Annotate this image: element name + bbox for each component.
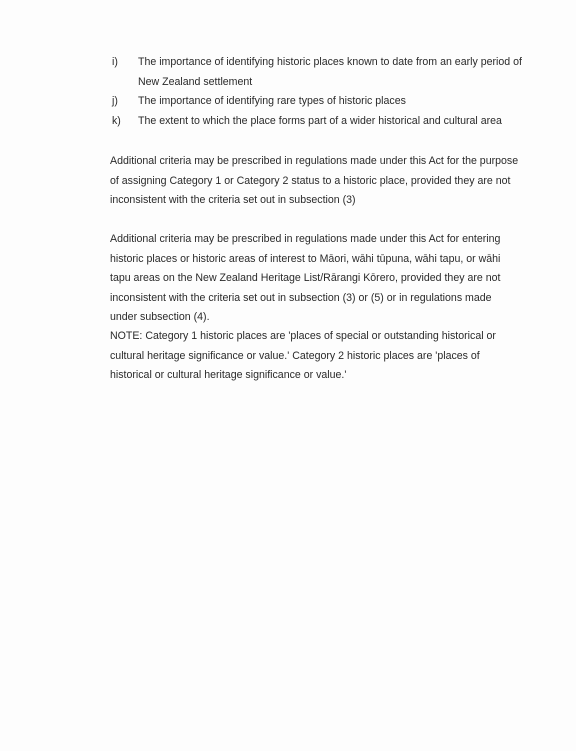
list-item-text: The importance of identifying rare types of historic places	[138, 95, 406, 107]
paragraph-note: NOTE: Category 1 historic places are 'places of special or outstanding historical or cultural heritage significance or value.' Category 2 historic places are 'places of historical or cultural heritage significance or value.'	[110, 330, 496, 381]
paragraph-maori-criteria: Additional criteria may be prescribed in regulations made under this Act for entering historic places or historic areas of interest to Māori, wāhi tūpuna, wāhi tapu, or wāhi tapu areas on the New Zealand Heritage List/Rārangi Kōrero, provided they are not inconsistent with the criteria set out in subsection (3) or (5) or in regulations made under subsection (4).	[110, 233, 501, 323]
list-marker: j)	[112, 95, 118, 107]
list-marker: i)	[112, 56, 118, 68]
list-item	[110, 53, 530, 92]
list-marker: k)	[112, 114, 121, 127]
list-item	[110, 92, 530, 112]
list-item-text: The extent to which the place forms part of a wider historical and cultural area	[138, 114, 502, 127]
paragraph-category-criteria: Additional criteria may be prescribed in regulations made under this Act for the purpose of assigning Category 1 or Category 2 status to a historic place, provided they are not inconsistent with the criteria set out in subsection (3)	[110, 155, 519, 206]
criteria-list	[110, 53, 530, 131]
list-item-text: The importance of identifying historic places known to date from an early period of New Zealand settlement	[138, 56, 522, 88]
list-item	[110, 112, 530, 132]
